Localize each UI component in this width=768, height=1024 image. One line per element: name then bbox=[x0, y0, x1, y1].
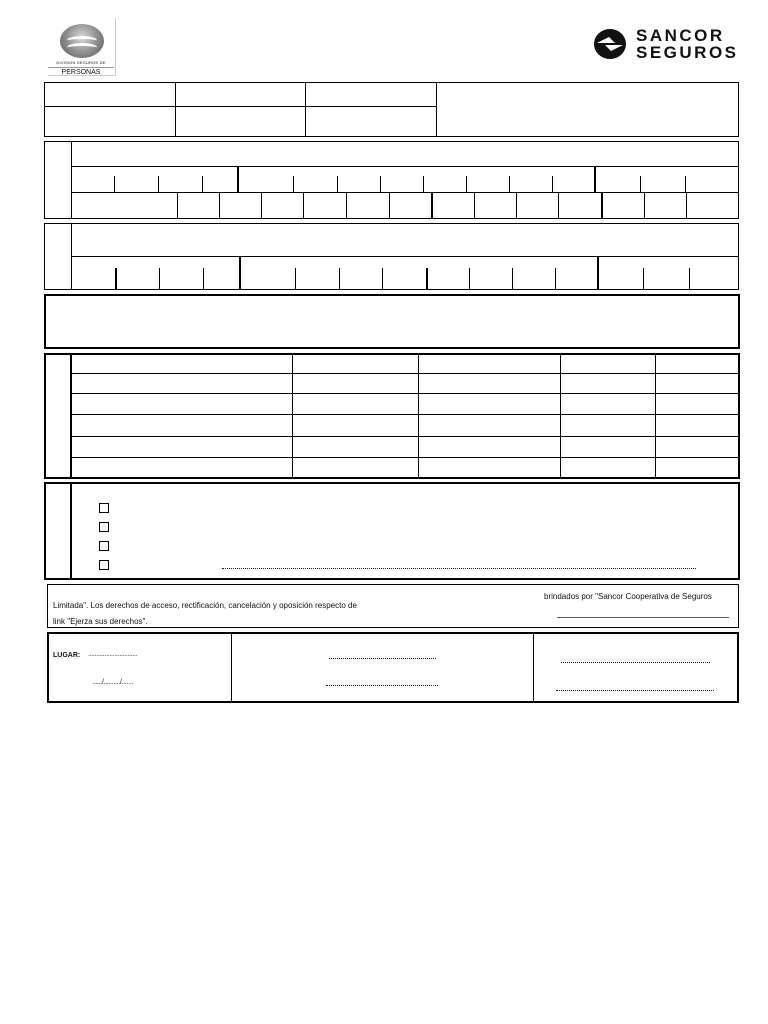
options-box bbox=[44, 482, 740, 580]
table-row[interactable] bbox=[71, 415, 739, 436]
field-box-large[interactable] bbox=[437, 83, 738, 136]
table-row[interactable] bbox=[71, 394, 739, 414]
option-checkbox-3[interactable] bbox=[99, 541, 109, 551]
table-row[interactable] bbox=[71, 458, 739, 478]
place-dots[interactable]: .............................. bbox=[88, 651, 138, 658]
other-option-line[interactable] bbox=[222, 568, 696, 569]
table-row[interactable] bbox=[71, 437, 739, 457]
logo-caption-small: DIVISION SEGUROS DE bbox=[56, 60, 106, 65]
signature-line-4[interactable] bbox=[556, 690, 714, 691]
field-box-1[interactable] bbox=[45, 83, 175, 106]
signature-line-2[interactable] bbox=[326, 685, 438, 686]
sancor-seguros-wordmark bbox=[636, 27, 739, 61]
division-seguros-personas-logo bbox=[48, 18, 116, 76]
sancor-seguros-icon bbox=[593, 28, 627, 60]
signature-line-3[interactable] bbox=[561, 662, 710, 663]
privacy-line-2: Limitada". Los derechos de acceso, rectificación, cancelación y oposición respecto de bbox=[53, 601, 357, 610]
field-box-2[interactable] bbox=[176, 83, 305, 106]
field-box-6[interactable] bbox=[306, 107, 436, 136]
sancor-word-line2: SEGUROS bbox=[636, 43, 739, 62]
section-b-name-field[interactable] bbox=[72, 224, 738, 256]
place-label: LUGAR: bbox=[53, 652, 81, 659]
section-a-name-field[interactable] bbox=[72, 142, 738, 166]
logo-caption: PERSONAS bbox=[48, 67, 114, 76]
privacy-line-right: brindados por "Sancor Cooperativa de Seguros bbox=[544, 592, 712, 601]
signature-box bbox=[47, 632, 739, 703]
sancor-word-line1: SANCOR bbox=[636, 26, 725, 45]
privacy-link-underline[interactable] bbox=[557, 617, 729, 618]
field-box-4[interactable] bbox=[45, 107, 175, 136]
option-checkbox-1[interactable] bbox=[99, 503, 109, 513]
date-dots[interactable]: ....../........../....... bbox=[92, 679, 134, 686]
emblem-icon bbox=[60, 24, 104, 58]
signature-line-1[interactable] bbox=[329, 658, 436, 659]
privacy-line-3: link "Ejerza sus derechos". bbox=[53, 617, 148, 626]
observations-box[interactable] bbox=[44, 294, 740, 349]
field-box-3[interactable] bbox=[306, 83, 436, 106]
option-checkbox-2[interactable] bbox=[99, 522, 109, 532]
table-row[interactable] bbox=[71, 374, 739, 393]
field-box-5[interactable] bbox=[176, 107, 305, 136]
option-checkbox-4[interactable] bbox=[99, 560, 109, 570]
